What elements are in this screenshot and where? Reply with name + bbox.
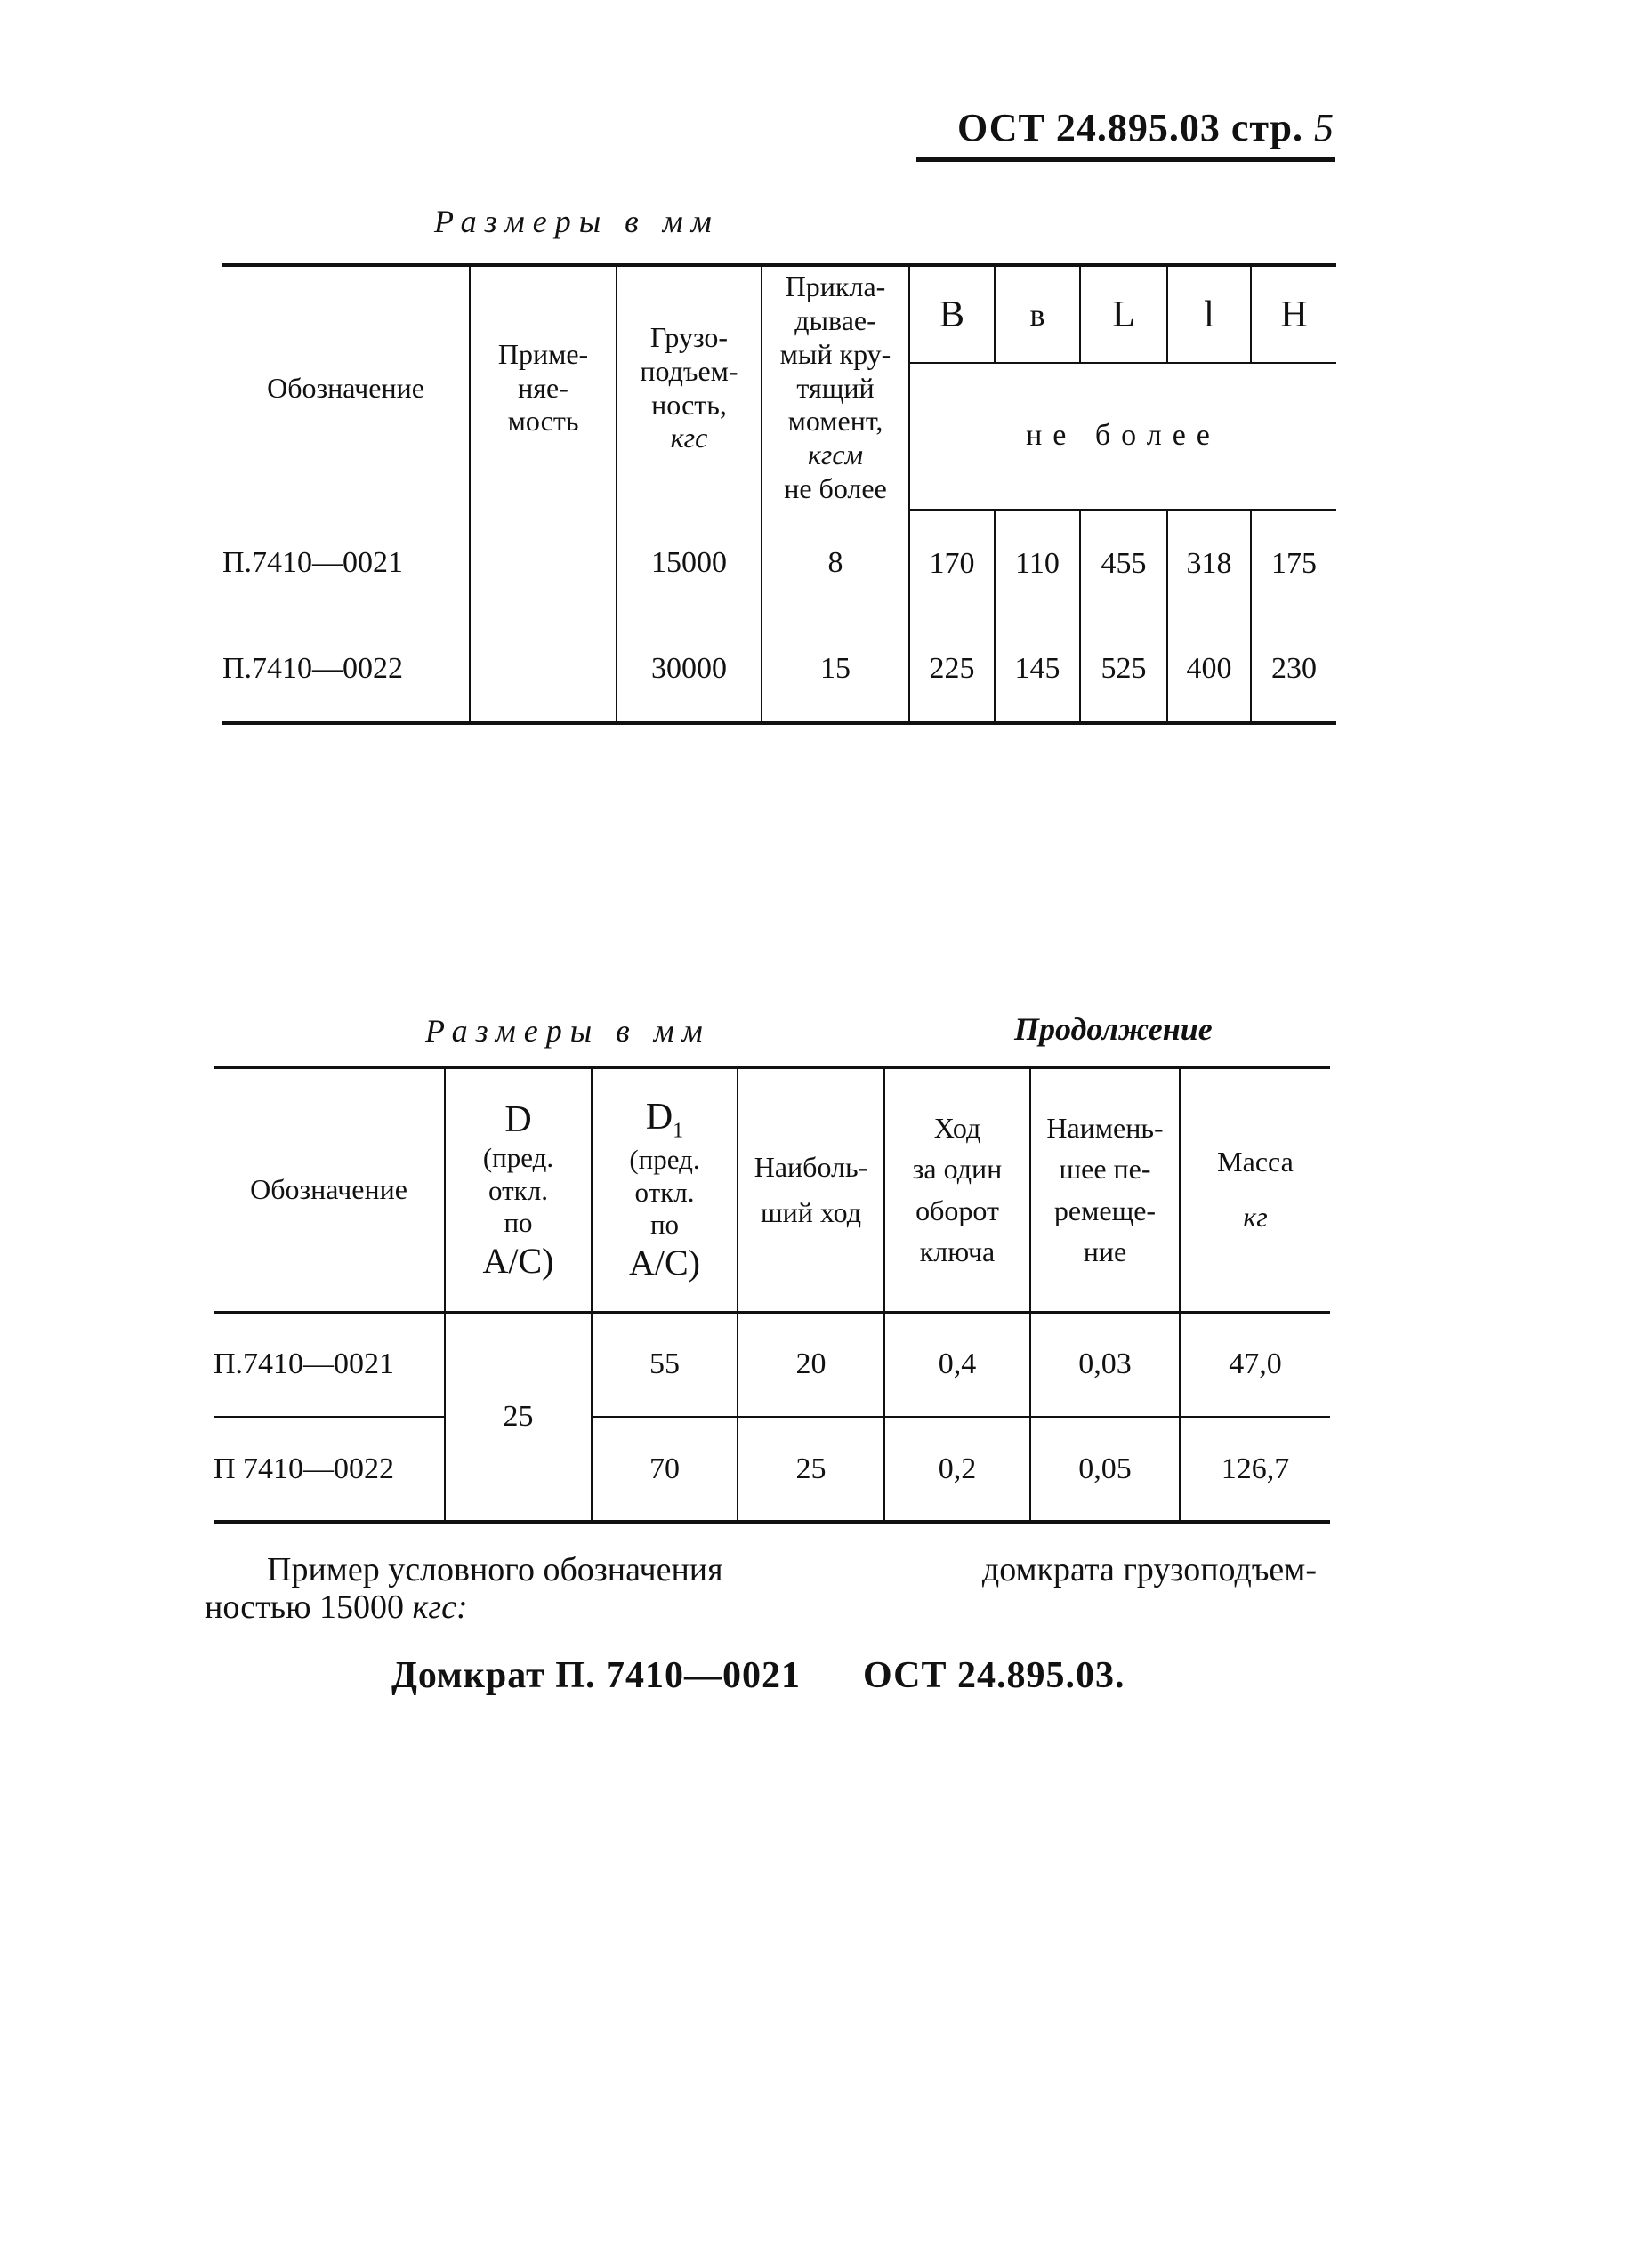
- row-L: 455: [1080, 510, 1167, 616]
- table1: [222, 263, 1336, 725]
- example-text-1b: домкрата грузоподъем-: [981, 1551, 1317, 1588]
- designation-sample-a: Домкрат П. 7410—0021: [391, 1655, 801, 1696]
- row-stroke-per-turn: 0,2: [884, 1417, 1030, 1522]
- row-D1: 55: [592, 1312, 738, 1417]
- col-max-stroke: Наиболь- ший ход: [738, 1067, 884, 1312]
- row-torque: 8: [762, 510, 909, 616]
- capacity-unit: кгс: [670, 422, 708, 454]
- table-row: [214, 1312, 1330, 1417]
- row-L: 525: [1080, 616, 1167, 723]
- row-applicability: [470, 616, 617, 723]
- table-row: [222, 510, 1336, 616]
- row-designation: П.7410—0021: [214, 1312, 445, 1417]
- col-capacity: Грузо- подъем- ность, кгс: [617, 265, 762, 510]
- row-l: 400: [1167, 616, 1251, 723]
- torque-unit: кгсм: [807, 438, 864, 471]
- row-capacity: 15000: [617, 510, 762, 616]
- col-L: L: [1080, 265, 1167, 363]
- row-H: 230: [1251, 616, 1336, 723]
- example-text-1a: Пример условного обозначения: [267, 1551, 723, 1588]
- row-l: 318: [1167, 510, 1251, 616]
- row-stroke-per-turn: 0,4: [884, 1312, 1030, 1417]
- col-stroke-per-turn: Ход за один оборот ключа: [884, 1067, 1030, 1312]
- row-b: 145: [995, 616, 1080, 723]
- page-number: 5: [1314, 106, 1335, 149]
- col-mass: Масса кг: [1180, 1067, 1330, 1312]
- row-D1: 70: [592, 1417, 738, 1522]
- standard-number: ОСТ 24.895.03 стр.: [956, 106, 1303, 149]
- row-mass: 126,7: [1180, 1417, 1330, 1522]
- row-max-stroke: 20: [738, 1312, 884, 1417]
- example-unit: кгс:: [412, 1588, 468, 1626]
- torque-note: не более: [784, 471, 887, 504]
- col-H: H: [1251, 265, 1336, 363]
- row-min-move: 0,03: [1030, 1312, 1180, 1417]
- col-applicability: Приме- няе- мость: [470, 265, 617, 510]
- designation-sample-b: ОСТ 24.895.03.: [862, 1655, 1125, 1696]
- row-torque: 15: [762, 616, 909, 723]
- example-text-2a: ностью 15000: [205, 1588, 404, 1626]
- mass-unit: кг: [1243, 1200, 1268, 1233]
- row-B: 225: [909, 616, 995, 723]
- col-designation: Обозначение: [214, 1067, 445, 1312]
- col-D: D (пред. откл. по A/C): [445, 1067, 592, 1312]
- table2: [214, 1066, 1330, 1524]
- table-row: [222, 616, 1336, 723]
- continuation-label: Продолжение: [1014, 1011, 1213, 1047]
- row-H: 175: [1251, 510, 1336, 616]
- col-torque: Прикла- дывае- мый кру- тящий момент, кгсм не более: [762, 265, 909, 510]
- table-row: [214, 1417, 1330, 1522]
- col-D1: $D_1$ (пред. откл. по A/C): [592, 1067, 738, 1312]
- table1-caption: Размеры в мм: [434, 204, 720, 239]
- row-designation: П.7410—0021: [222, 510, 470, 616]
- row-mass: 47,0: [1180, 1312, 1330, 1417]
- row-designation: П 7410—0022: [214, 1417, 445, 1522]
- shared-D: 25: [445, 1312, 592, 1522]
- col-designation: Обозначение: [222, 265, 470, 510]
- designation-example: [205, 1552, 1317, 1627]
- col-b: в: [995, 265, 1080, 363]
- col-min-move: Наимень- шее пе- ремеще- ние: [1030, 1067, 1180, 1312]
- row-b: 110: [995, 510, 1080, 616]
- row-applicability: [470, 510, 617, 616]
- not-more-label: не более: [909, 363, 1336, 510]
- row-min-move: 0,05: [1030, 1417, 1180, 1522]
- row-capacity: 30000: [617, 616, 762, 723]
- col-B: B: [909, 265, 995, 363]
- col-l: l: [1167, 265, 1251, 363]
- table2-caption: Размеры в мм: [425, 1013, 711, 1049]
- row-max-stroke: 25: [738, 1417, 884, 1522]
- row-designation: П.7410—0022: [222, 616, 470, 723]
- page-header: [916, 105, 1335, 162]
- row-B: 170: [909, 510, 995, 616]
- designation-sample: [391, 1654, 1125, 1697]
